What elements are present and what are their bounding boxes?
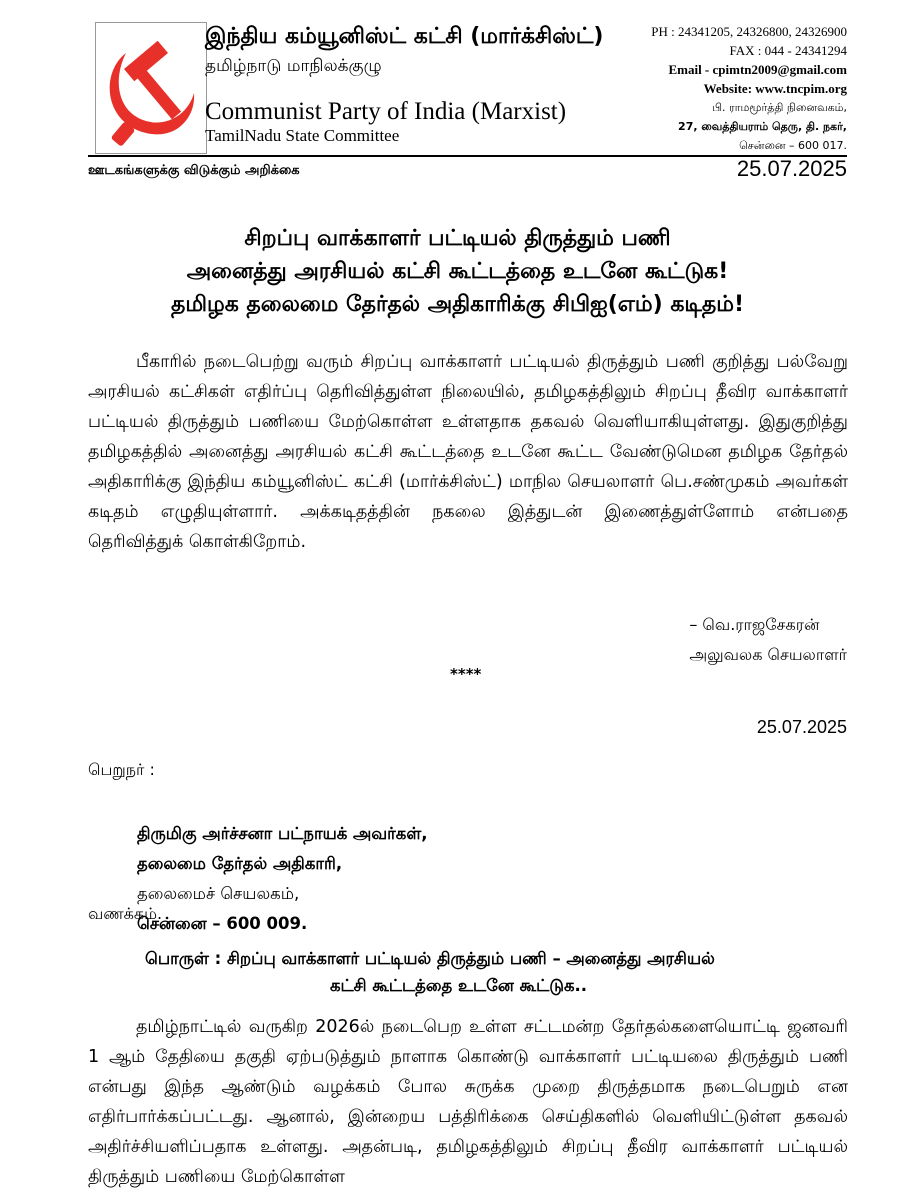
subject-line-1: பொருள் : சிறப்பு வாக்காளர் பட்டியல் திருத்தும் பணி – அனைத்து அரசியல் xyxy=(145,949,715,968)
intro-paragraph xyxy=(88,347,848,557)
email-address: Email - cpimtn2009@gmail.com xyxy=(668,62,847,77)
signature-block xyxy=(689,610,847,670)
signatory-name: – வெ.ராஜசேகரன் xyxy=(689,615,820,634)
contact-block xyxy=(651,22,847,155)
press-release-label: ஊடகங்களுக்கு விடுக்கும் அறிக்கை xyxy=(88,163,300,178)
party-logo xyxy=(95,22,207,154)
address-building: பி. ராமமூர்த்தி நினைவகம், xyxy=(711,101,847,114)
fax-number: FAX : 044 - 24341294 xyxy=(729,43,847,58)
letter-subject xyxy=(145,945,850,999)
section-separator: **** xyxy=(450,665,482,683)
recipient-office: தலைமைச் செயலகம், xyxy=(137,884,300,903)
headline-line-2: அனைத்து அரசியல் கட்சி கூட்டத்தை உடனே கூட்டுக! xyxy=(186,259,729,284)
letter-body xyxy=(88,1012,848,1192)
website-address: Website: www.tncpim.org xyxy=(703,81,847,96)
recipient-name: திருமிகு அர்ச்சனா பட்நாயக் அவர்கள், xyxy=(137,824,428,843)
letterhead xyxy=(0,0,915,160)
release-date: 25.07.2025 xyxy=(736,156,847,181)
recipient-city: சென்னை – 600 009. xyxy=(137,914,308,933)
recipient-address xyxy=(137,819,427,939)
address-street: 27, வைத்தியராம் தெரு, தி. நகர், xyxy=(678,120,847,133)
party-name-tamil: இந்திய கம்யூனிஸ்ட் கட்சி (மார்க்சிஸ்ட்) xyxy=(205,24,604,49)
letter-body-text: தமிழ்நாட்டில் வருகிற 2026ல் நடைபெற உள்ள சட்டமன்ற தேர்தல்களையொட்டி ஜனவரி 1 ஆம் தேதியை தகுதி ஏற்படுத்தும் நாளாக கொண்டு வாக்காளர் பட்டியலை திருத்தும் பணி என்பது இந்த ஆண்டும் வழக்கம் போல சுருக்க முறை திருத்தமாக நடைபெறும் என எதிர்பார்க்கப்பட்டது. ஆனால், இன்றைய பத்திரிக்கை செய்திகளில் வெளியிட்டுள்ள தகவல் அதிர்ச்சியளிப்பதாக உள்ளது. அதன்படி, தமிழகத்திலும் சிறப்பு தீவிர வாக்காளர் பட்டியல் திருத்தும் பணியை மேற்கொள்ள xyxy=(88,1017,848,1187)
headline xyxy=(60,222,855,321)
header-divider xyxy=(88,155,847,157)
subject-line-2: கட்சி கூட்டத்தை உடனே கூட்டுக.. xyxy=(330,976,588,995)
headline-line-3: தமிழக தலைமை தேர்தல் அதிகாரிக்கு சிபிஐ(எம்) கடிதம்! xyxy=(171,292,744,317)
intro-paragraph-text: பீகாரில் நடைபெற்று வரும் சிறப்பு வாக்காளர் பட்டியல் திருத்தும் பணி குறித்து பல்வேறு அரசியல் கட்சிகள் எதிர்ப்பு தெரிவித்துள்ள நிலையில், தமிழகத்திலும் சிறப்பு தீவிர வாக்காளர் பட்டியல் திருத்தும் பணியை மேற்கொள்ள உள்ளதாக தகவல் வெளியாகியுள்ளது. இதுகுறித்து தமிழகத்தில் அனைத்து அரசியல் கட்சி கூட்டத்தை உடனே கூட்ட வேண்டுமென தமிழக தேர்தல் அதிகாரிக்கு இந்திய கம்யூனிஸ்ட் கட்சி (மார்க்சிஸ்ட்) மாநில செயலாளர் பெ.சண்முகம் அவர்கள் கடிதம் எழுதியுள்ளார். அக்கடிதத்தின் நகலை இத்துடன் இணைத்துள்ளோம் என்பதை தெரிவித்துக் கொள்கிறோம். xyxy=(88,352,848,552)
committee-name-tamil: தமிழ்நாடு மாநிலக்குழு xyxy=(205,56,382,76)
headline-line-1: சிறப்பு வாக்காளர் பட்டியல் திருத்தும் பணி xyxy=(244,226,671,251)
signatory-title: அலுவலக செயலாளர் xyxy=(689,645,847,664)
party-name-english: Communist Party of India (Marxist) xyxy=(205,98,567,125)
letter-date: 25.07.2025 xyxy=(756,717,847,737)
recipient-title: தலைமை தேர்தல் அதிகாரி, xyxy=(137,854,343,873)
phone-numbers: PH : 24341205, 24326800, 24326900 xyxy=(651,24,847,39)
greeting: வணக்கம். xyxy=(88,904,163,923)
recipient-label: பெறுநர் : xyxy=(88,760,155,779)
address-city: சென்னை – 600 017. xyxy=(739,139,847,152)
hammer-sickle-icon xyxy=(96,23,206,153)
committee-name-english: TamilNadu State Committee xyxy=(205,126,400,145)
